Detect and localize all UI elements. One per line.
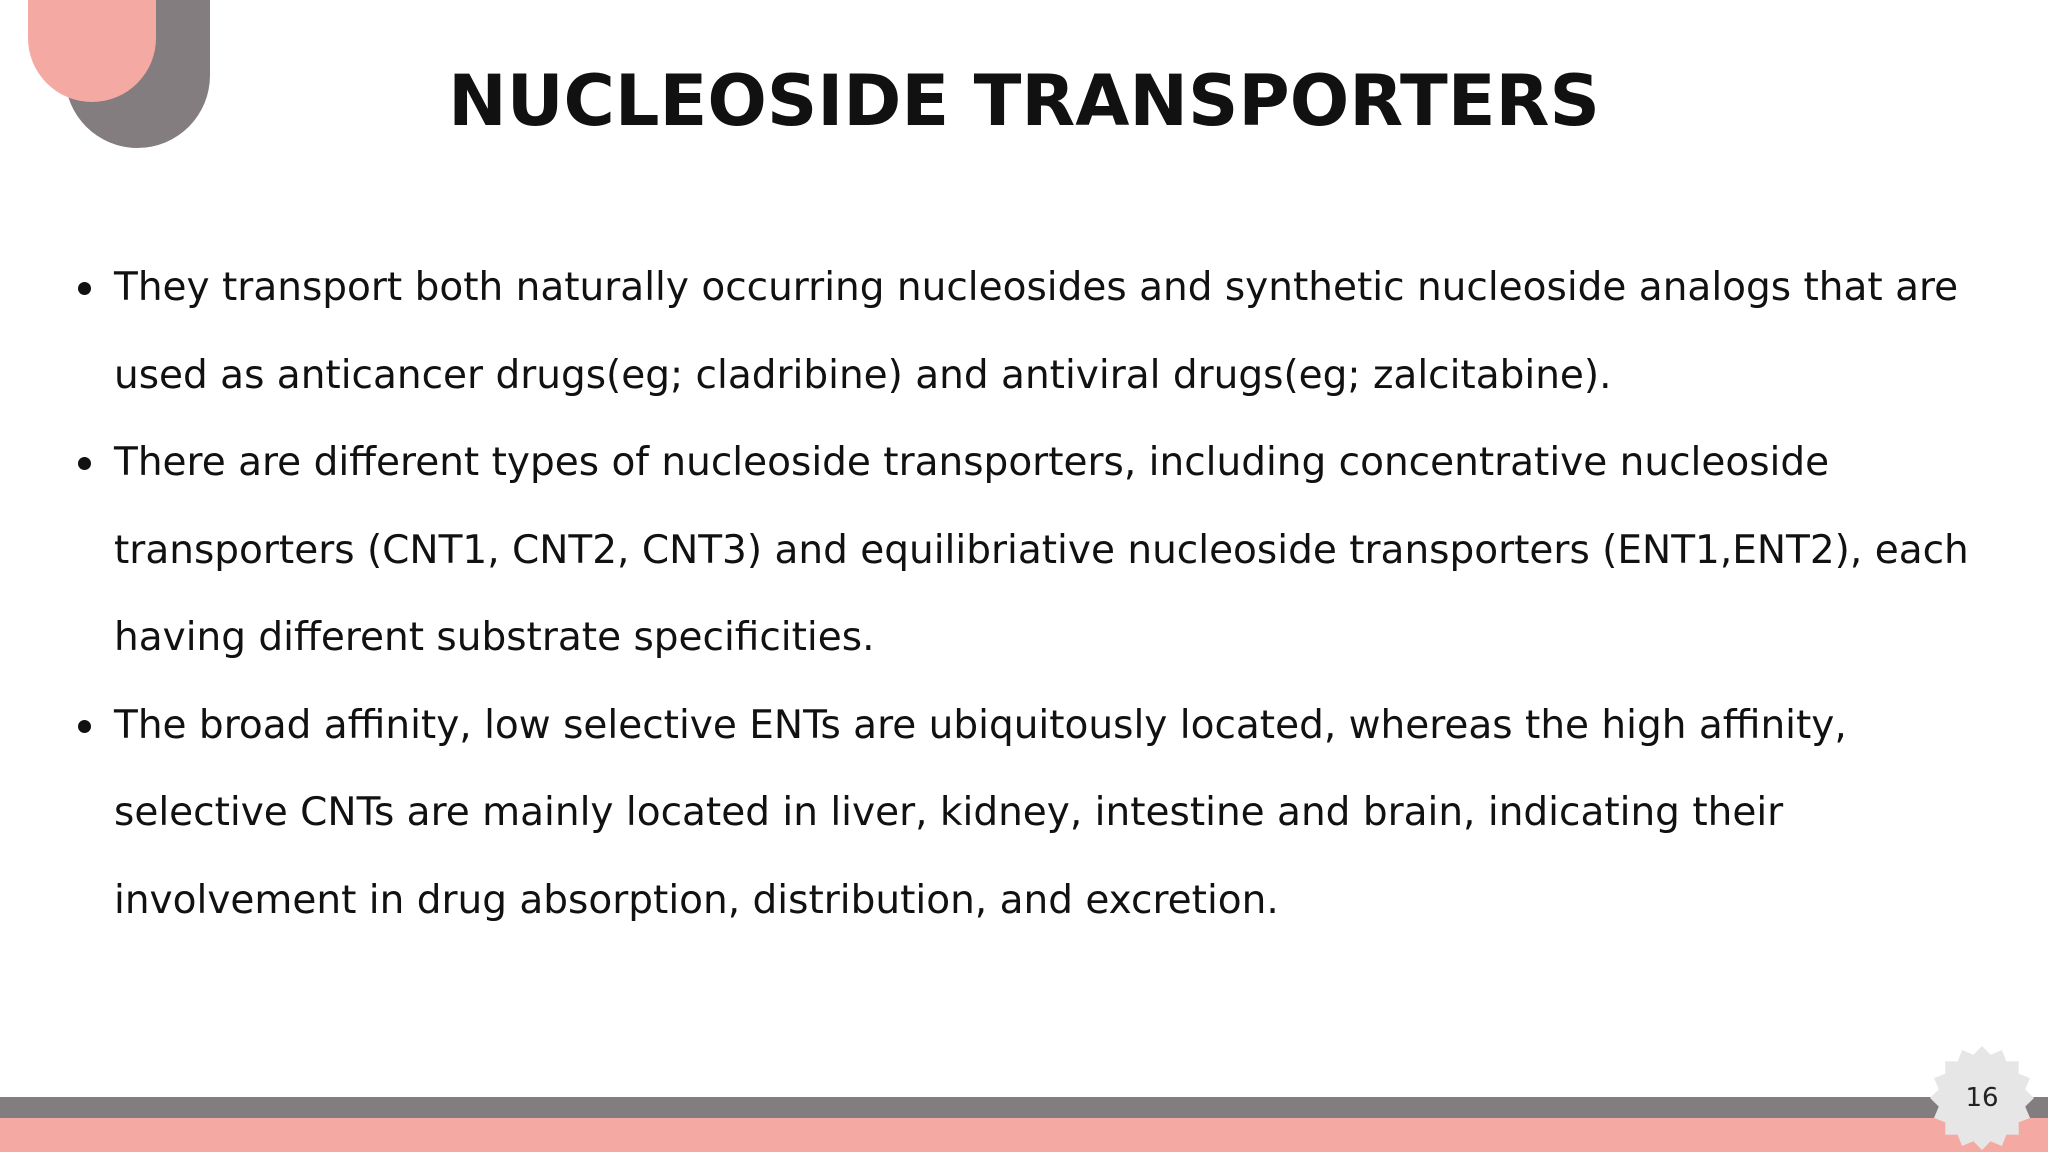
page-number-badge [1928, 1044, 2036, 1152]
bullet-item [76, 419, 1996, 682]
bullet-text: There are different types of nucleoside transporters, including concentrative nucleoside transporters (CNT1, CNT2, CNT3) and equilibriative nucleoside transporters (ENT1,ENT2), each having different substrate specificities. [114, 440, 1969, 660]
bullet-dot-icon [78, 457, 91, 470]
bullet-text: The broad affinity, low selective ENTs are ubiquitously located, whereas the high affinity, selective CNTs are mainly located in liver, kidney, intestine and brain, indicating their involvement in drug absorption, distribution, and excretion. [114, 702, 1847, 923]
footer-stripe-gray [0, 1097, 2048, 1118]
bullet-text: They transport both naturally occurring nucleosides and synthetic nucleoside analogs that are used as anticancer drugs(eg; cladribine) and antiviral drugs(eg; zalcitabine). [114, 265, 1959, 398]
page-number: 16 [1965, 1083, 1999, 1113]
bullet-item [76, 682, 1996, 945]
slide-title: NUCLEOSIDE TRANSPORTERS [448, 60, 1600, 142]
footer-stripe-pink [0, 1118, 2048, 1152]
bullet-dot-icon [78, 282, 91, 295]
bullet-item [76, 244, 1996, 419]
bullet-dot-icon [78, 720, 91, 733]
bullet-list [76, 244, 1996, 944]
